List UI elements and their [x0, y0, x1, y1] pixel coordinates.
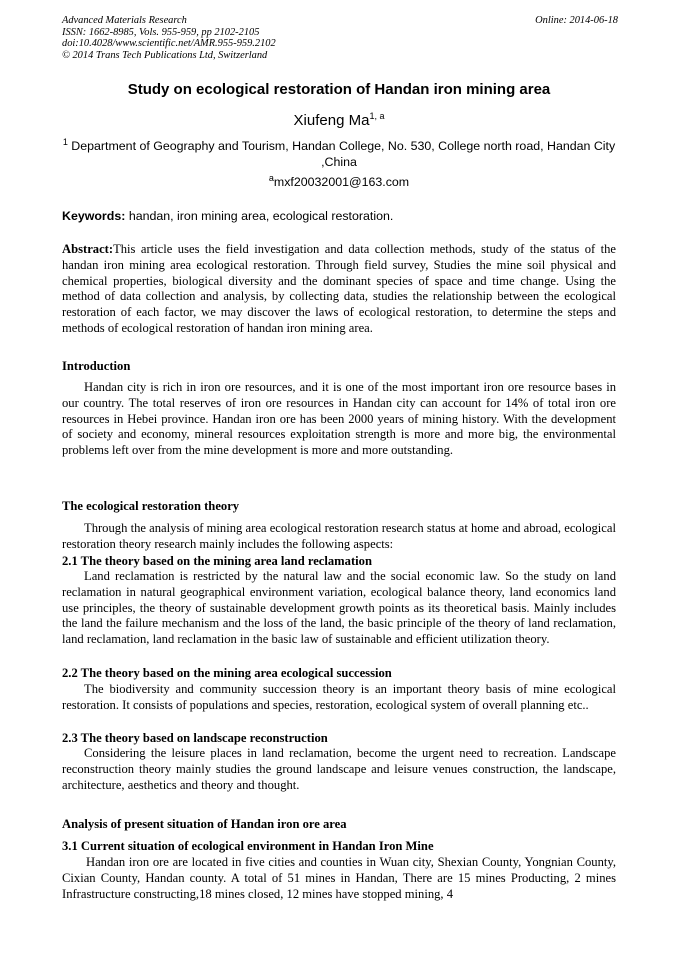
introduction-text: Handan city is rich in iron ore resources, and it is one of the most important iron ore resource bases in our country. The total reserves of iron ore resources in Handan city can account for 14% of total iron ore resources in Hebei province. Handan iron ore has been 2000 years of mining history. With the development of society and economy, mineral resources exploitation strength is more and more big, the environmental problems left over from the mine development is more and more outstanding. — [62, 380, 616, 458]
section-2-1-heading: 2.1 The theory based on the mining area land reclamation — [62, 554, 372, 568]
journal-name: Advanced Materials Research — [62, 15, 187, 26]
copyright-line: © 2014 Trans Tech Publications Ltd, Switzerland — [62, 49, 268, 61]
section-2-3-text: Considering the leisure places in land reclamation, become the urgent need to recreation. Landscape reconstruction theory mainly studies the ground landscape and leisure venues construction, the landscape, architecture, aesthetics and theory and thought. — [62, 746, 616, 792]
theory-heading: The ecological restoration theory — [62, 499, 240, 513]
author-line — [0, 112, 678, 129]
section-3-1-text: Handan iron ore are located in five cities and counties in Wuan city, Shexian County, Yongnian County, Cixian County, Handan county. A total of 51 mines in Handan, There are 15 mines Producting, 2 mines Infrastructure constructing,18 mines closed, 12 mines have stopped mining, 4 — [62, 855, 616, 901]
paper-title: Study on ecological restoration of Handan iron mining area — [127, 81, 551, 98]
email-address: mxf20032001@163.com — [273, 175, 410, 189]
issn-line: ISSN: 1662-8985, Vols. 955-959, pp 2102-2105 — [62, 26, 260, 38]
keywords-label: Keywords: — [62, 209, 126, 223]
introduction-heading: Introduction — [62, 359, 131, 373]
analysis-heading: Analysis of present situation of Handan iron ore area — [62, 817, 347, 831]
abstract-text: This article uses the field investigation and data collection methods, study of the status of the handan iron mining area ecological restoration. Through field survey, Studies the mine soil physical and chemical properties, biological diversity and the dominant species of space and time change. Using the method of data collection and analysis, by collecting data, studies the relationship between the ecological restoration of each factor, we may discover the laws of ecological restoration, to determine the steps and methods of ecological restoration of handan iron mining area. — [62, 242, 616, 335]
keywords — [62, 209, 616, 223]
section-3-1-heading: 3.1 Current situation of ecological environment in Handan Iron Mine — [62, 839, 434, 853]
abstract — [62, 242, 616, 337]
section-2-1-text: Land reclamation is restricted by the natural law and the social economic law. So the study on land reclamation in natural geographical environment variation, ecological balance theory, land economics land use principles, the theory of sustainable development growth points as its theoretical basis. Mainly includes the land the failure mechanism and the loss of the land, the basic principle of the theory of land reclamation, land reclamation, land reclamation in the basic law of sustainable and efficient utilization theory. — [62, 569, 616, 647]
abstract-label: Abstract: — [62, 242, 114, 256]
email-sup: a — [268, 172, 274, 183]
affiliation-sup: 1 — [62, 136, 68, 147]
author-name: Xiufeng Ma — [293, 112, 370, 129]
theory-intro: Through the analysis of mining area ecological restoration research status at home and abroad, ecological restoration theory research mainly includes the following aspects: — [62, 521, 616, 551]
online-date: Online: 2014-06-18 — [535, 15, 618, 26]
affiliation — [62, 136, 616, 170]
keywords-text: handan, iron mining area, ecological restoration. — [128, 209, 394, 223]
section-2-3-heading: 2.3 The theory based on landscape reconstruction — [62, 731, 328, 745]
journal-header — [62, 15, 618, 61]
author-sup: 1, a — [369, 111, 385, 121]
affiliation-text: Department of Geography and Tourism, Handan College, No. 530, College north road, Handan City ,China — [71, 139, 616, 169]
doi-line: doi:10.4028/www.scientific.net/AMR.955-959.2102 — [62, 38, 276, 50]
email-line — [0, 172, 678, 189]
section-2-2-text: The biodiversity and community succession theory is an important theory basis of mine ecological restoration. It consists of populations and species, restoration, ecological system of overall planning etc.. — [62, 682, 616, 712]
section-2-2-heading: 2.2 The theory based on the mining area ecological succession — [62, 666, 392, 680]
